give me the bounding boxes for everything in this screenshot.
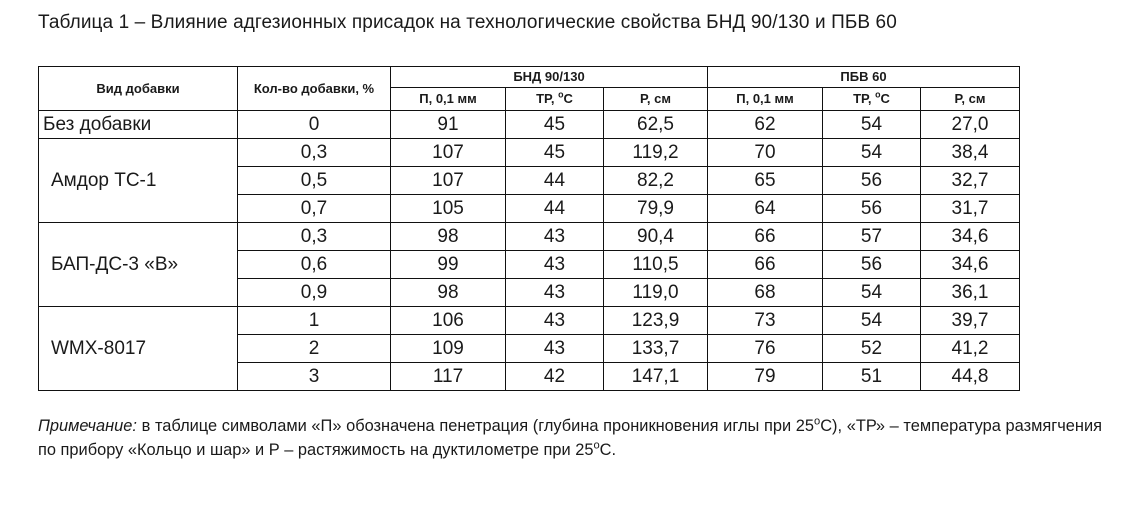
cell-amount: 2 [238, 335, 391, 363]
cell-bnd-penetration: 107 [391, 167, 506, 195]
header-bnd: БНД 90/130 [391, 67, 708, 88]
cell-bnd-ductility: 133,7 [604, 335, 708, 363]
cell-bnd-penetration: 99 [391, 251, 506, 279]
cell-bnd-penetration: 107 [391, 139, 506, 167]
cell-bnd-softening: 43 [506, 251, 604, 279]
cell-bnd-ductility: 110,5 [604, 251, 708, 279]
cell-bnd-penetration: 105 [391, 195, 506, 223]
cell-bnd-softening: 43 [506, 279, 604, 307]
footnote: Примечание: в таблице символами «П» обозначена пенетрация (глубина проникновения иглы при 25$^o$С), «ТР» – температура размягчения по прибору «Кольцо и шар» и Р – растяжимость на дуктилометре при 25$^o$С. [38, 415, 1102, 459]
properties-table [38, 66, 1020, 391]
cell-additive: БАП-ДС-3 «В» [39, 223, 238, 307]
cell-additive: Без добавки [39, 111, 238, 139]
cell-pbv-softening: 57 [823, 223, 921, 251]
cell-amount: 0,9 [238, 279, 391, 307]
header-pbv: ПБВ 60 [708, 67, 1020, 88]
cell-pbv-ductility: 41,2 [921, 335, 1020, 363]
subheader-pbv-softening: ТР, $^o$С [823, 88, 921, 111]
cell-pbv-ductility: 44,8 [921, 363, 1020, 391]
cell-bnd-penetration: 106 [391, 307, 506, 335]
cell-bnd-ductility: 82,2 [604, 167, 708, 195]
cell-amount: 0 [238, 111, 391, 139]
cell-pbv-penetration: 62 [708, 111, 823, 139]
cell-bnd-softening: 45 [506, 139, 604, 167]
cell-amount: 1 [238, 307, 391, 335]
cell-pbv-ductility: 31,7 [921, 195, 1020, 223]
cell-pbv-penetration: 65 [708, 167, 823, 195]
cell-pbv-penetration: 68 [708, 279, 823, 307]
cell-pbv-softening: 52 [823, 335, 921, 363]
table-row [39, 307, 1020, 335]
cell-bnd-softening: 43 [506, 335, 604, 363]
cell-pbv-penetration: 64 [708, 195, 823, 223]
cell-bnd-ductility: 90,4 [604, 223, 708, 251]
cell-amount: 3 [238, 363, 391, 391]
cell-bnd-ductility: 147,1 [604, 363, 708, 391]
cell-pbv-ductility: 38,4 [921, 139, 1020, 167]
cell-pbv-ductility: 36,1 [921, 279, 1020, 307]
cell-bnd-penetration: 109 [391, 335, 506, 363]
subheader-bnd-penetration: П, 0,1 мм [391, 88, 506, 111]
header-amount: Кол-во добавки, % [238, 67, 391, 111]
table-row [39, 139, 1020, 167]
cell-amount: 0,3 [238, 139, 391, 167]
cell-bnd-ductility: 119,2 [604, 139, 708, 167]
cell-bnd-penetration: 98 [391, 279, 506, 307]
cell-pbv-penetration: 66 [708, 251, 823, 279]
cell-bnd-ductility: 79,9 [604, 195, 708, 223]
cell-pbv-ductility: 32,7 [921, 167, 1020, 195]
cell-pbv-penetration: 79 [708, 363, 823, 391]
cell-additive: Амдор ТС-1 [39, 139, 238, 223]
header-additive: Вид добавки [39, 67, 238, 111]
subheader-pbv-ductility: Р, см [921, 88, 1020, 111]
cell-pbv-ductility: 34,6 [921, 251, 1020, 279]
cell-amount: 0,7 [238, 195, 391, 223]
cell-bnd-softening: 44 [506, 167, 604, 195]
table-row [39, 223, 1020, 251]
cell-pbv-softening: 54 [823, 139, 921, 167]
cell-bnd-penetration: 117 [391, 363, 506, 391]
cell-bnd-ductility: 62,5 [604, 111, 708, 139]
cell-pbv-penetration: 66 [708, 223, 823, 251]
footnote-label: Примечание: [38, 417, 137, 435]
cell-pbv-ductility: 39,7 [921, 307, 1020, 335]
cell-bnd-softening: 42 [506, 363, 604, 391]
cell-pbv-softening: 54 [823, 307, 921, 335]
cell-pbv-penetration: 76 [708, 335, 823, 363]
cell-bnd-softening: 45 [506, 111, 604, 139]
cell-bnd-ductility: 119,0 [604, 279, 708, 307]
cell-additive: WMX-8017 [39, 307, 238, 391]
cell-amount: 0,3 [238, 223, 391, 251]
cell-pbv-ductility: 27,0 [921, 111, 1020, 139]
cell-pbv-penetration: 70 [708, 139, 823, 167]
cell-bnd-softening: 43 [506, 223, 604, 251]
cell-bnd-penetration: 98 [391, 223, 506, 251]
cell-bnd-ductility: 123,9 [604, 307, 708, 335]
cell-bnd-softening: 43 [506, 307, 604, 335]
cell-amount: 0,5 [238, 167, 391, 195]
cell-pbv-penetration: 73 [708, 307, 823, 335]
cell-pbv-softening: 56 [823, 195, 921, 223]
cell-pbv-softening: 56 [823, 167, 921, 195]
cell-pbv-ductility: 34,6 [921, 223, 1020, 251]
cell-amount: 0,6 [238, 251, 391, 279]
cell-bnd-softening: 44 [506, 195, 604, 223]
cell-pbv-softening: 56 [823, 251, 921, 279]
subheader-bnd-ductility: Р, см [604, 88, 708, 111]
subheader-pbv-penetration: П, 0,1 мм [708, 88, 823, 111]
cell-pbv-softening: 54 [823, 111, 921, 139]
cell-bnd-penetration: 91 [391, 111, 506, 139]
cell-pbv-softening: 54 [823, 279, 921, 307]
table-caption: Таблица 1 – Влияние адгезионных присадок на технологические свойства БНД 90/130 и ПБВ 60 [38, 12, 897, 33]
subheader-bnd-softening: ТР, $^o$С [506, 88, 604, 111]
table-row [39, 111, 1020, 139]
cell-pbv-softening: 51 [823, 363, 921, 391]
